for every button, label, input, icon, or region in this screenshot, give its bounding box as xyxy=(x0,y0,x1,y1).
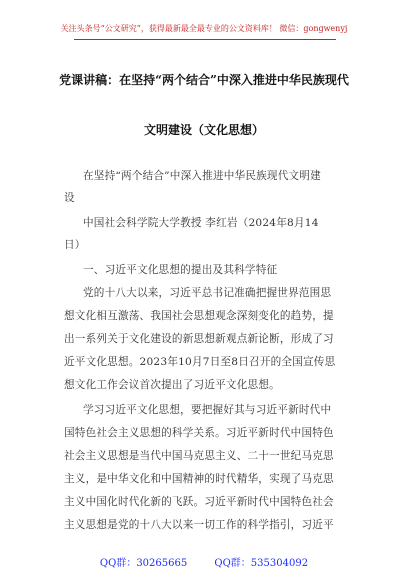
header-notice: 关注头条号“公文研究”，获得最新最全最专业的公文资料库！ 微信：gongwenyj xyxy=(60,24,348,33)
body-line-13: 社会主义思想是当代中国马克思主义、二十一世纪马克思 xyxy=(64,450,334,462)
body-line-14: 主义，是中华文化和中国精神的时代精华，实现了马克思 xyxy=(64,473,334,485)
document-title-line-1: 党课讲稿：在坚持“两个结合”中深入推进中华民族现代 xyxy=(59,73,349,87)
body-line-4: 日） xyxy=(64,239,86,251)
body-line-16: 主义思想是党的十八大以来一切工作的科学指引，习近平 xyxy=(64,519,334,531)
body-line-11: 学习习近平文化思想，要把握好其与习近平新时代中 xyxy=(83,404,332,416)
header-divider xyxy=(74,39,336,40)
footer-qq-groups xyxy=(0,558,408,572)
body-line-1: 在坚持“两个结合”中深入推进中华民族现代文明建 xyxy=(83,170,321,182)
body-line-12: 国特色社会主义思想的科学关系。习近平新时代中国特色 xyxy=(64,427,334,439)
body-line-7: 想文化相互激荡、我国社会思想观念深刻变化的趋势，提 xyxy=(64,310,334,322)
header-banner xyxy=(0,0,408,42)
body-line-3: 中国社会科学院大学教授 李红岩（2024年8月14 xyxy=(83,217,319,229)
body-line-2: 设 xyxy=(64,192,75,204)
section-heading-1: 一、习近平文化思想的提出及其科学特征 xyxy=(83,264,278,276)
body-line-6: 党的十八大以来，习近平总书记准确把握世界范围思 xyxy=(83,287,332,299)
document-title-line-2: 文明建设（文化思想） xyxy=(143,123,264,137)
qq-group-1: QQ群：30265665 xyxy=(99,558,188,569)
body-line-8: 出一系列关于文化建设的新思想新观点新论断，形成了习 xyxy=(64,333,334,345)
qq-group-2: QQ群：535304092 xyxy=(214,558,309,569)
body-line-10: 想文化工作会议首次提出了习近平文化思想。 xyxy=(64,379,280,391)
body-line-15: 主义中国化时代化新的飞跃。习近平新时代中国特色社会 xyxy=(64,496,334,508)
body-line-9: 近平文化思想。2023年10月7日至8日召开的全国宣传思 xyxy=(64,356,336,368)
